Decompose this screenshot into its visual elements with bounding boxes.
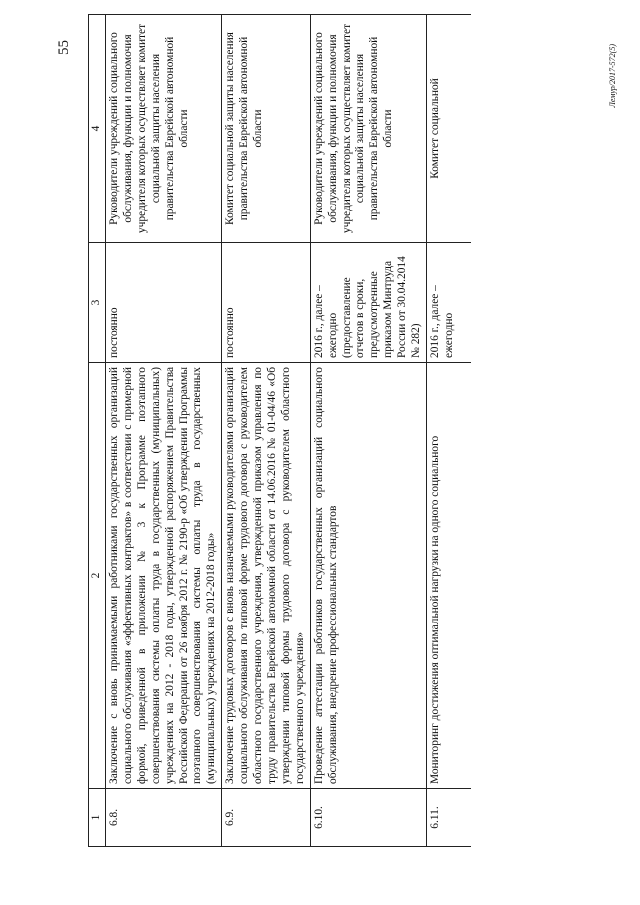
row-number: 6.9.	[222, 789, 310, 847]
table-header-row	[89, 15, 106, 847]
measure-description: Проведение аттестации работников государственных организаций социального обслуживания, внедрение профессиональных стандартов	[310, 363, 426, 789]
measure-deadline: постоянно	[106, 243, 222, 363]
table-row	[310, 15, 426, 847]
header-col-1: 1	[89, 789, 106, 847]
row-number: 6.10.	[310, 789, 426, 847]
measure-deadline: 2016 г., далее – ежегодно	[426, 243, 471, 363]
header-col-3: 3	[89, 243, 106, 363]
table-row	[106, 15, 222, 847]
table-row	[222, 15, 310, 847]
measure-executor: Комитет социальной защиты населения правительства Еврейской автономной области	[222, 15, 310, 243]
measure-description: Заключение с вновь принимаемыми работниками государственных организаций социального обслуживания «эффективных контрактов» в соответствии с примерной формой, приведенной в приложении № 3 к Программе поэтапного совершенствования системы оплаты труда в государственных (муниципальных) учреждениях на 2012 - 2018 годы, утвержденной распоряжением Правительства Российской Федерации от 26 ноября 2012 г. № 2190-р «Об утверждении Программы поэтапного совершенствования системы оплаты труда в государственных (муниципальных) учреждениях на 2012-2018 годы»	[106, 363, 222, 789]
header-col-2: 2	[89, 363, 106, 789]
measures-table	[88, 14, 471, 847]
measure-description: Мониторинг достижения оптимальной нагрузки на одного социального	[426, 363, 471, 789]
page-number: 55	[56, 40, 72, 55]
row-number: 6.11.	[426, 789, 471, 847]
measure-executor: Комитет социальной	[426, 15, 471, 243]
header-col-4: 4	[89, 15, 106, 243]
table-row	[426, 15, 471, 847]
row-number: 6.8.	[106, 789, 222, 847]
measure-deadline: 2016 г., далее – ежегодно (предоставление отчетов в сроки, предусмотренные приказом Минтруда России от 30.04.2014 № 282)	[310, 243, 426, 363]
measure-executor: Руководители учреждений социального обслуживания, функции и полномочия учредителя которых осуществляет комитет социальной защиты населения правительства Еврейской автономной области	[106, 15, 222, 243]
document-footer-code: Лемур/2017-572(5)	[608, 44, 617, 108]
measure-description: Заключение трудовых договоров с вновь назначаемыми руководителями организаций социального обслуживания по типовой форме трудового договора с руководителем областного государственного учреждения, утвержденной приказом управления по труду правительства Еврейской автономной области от 14.06.2016 № 01-04/46 «Об утверждении типовой формы трудового договора с руководителем областного государственного учреждения»	[222, 363, 310, 789]
measure-executor: Руководители учреждений социального обслуживания, функции и полномочия учредителя которых осуществляет комитет социальной защиты населения правительства Еврейской автономной области	[310, 15, 426, 243]
measure-deadline: постоянно	[222, 243, 310, 363]
